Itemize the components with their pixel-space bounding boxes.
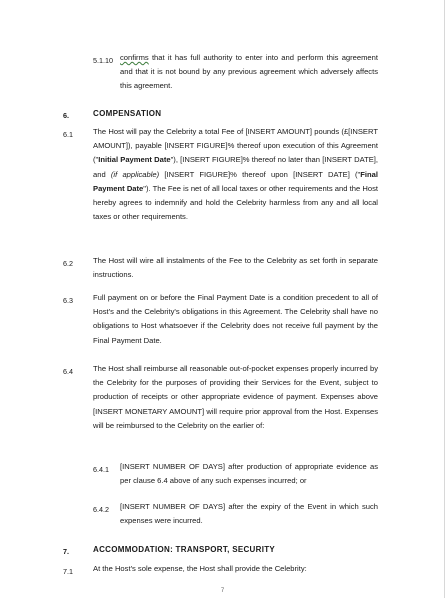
spellcheck-word: confirms bbox=[120, 53, 149, 62]
clause-text: The Host will wire all instalments of the Fee to the Celebrity as set forth in separate instructions. bbox=[93, 256, 378, 280]
defined-term: Final Payment Date bbox=[93, 169, 378, 193]
section-heading: ACCOMMODATION: TRANSPORT, SECURITY bbox=[93, 545, 276, 554]
clause-number: 5.1.10 bbox=[93, 56, 113, 65]
text-run: [INSERT FIGURE]% thereof upon [INSERT DATE] (" bbox=[159, 169, 361, 179]
defined-term: Initial Payment Date bbox=[98, 155, 171, 165]
clause-number: 7.1 bbox=[63, 567, 73, 576]
clause-number: 6.1 bbox=[63, 130, 73, 139]
clause-text: Full payment on or before the Final Payment Date is a condition precedent to all of Host's and the Celebrity's obligations in this Agreement. The Celebrity shall have no obligations to Host whatsoever if the Celebrity does not receive full payment by the Final Payment Date. bbox=[93, 293, 378, 345]
section-number: 6. bbox=[63, 111, 69, 120]
clause-text: [INSERT NUMBER OF DAYS] after the expiry of the Event in which such expenses were incurred. bbox=[120, 502, 378, 526]
section-heading: COMPENSATION bbox=[93, 109, 162, 118]
text-run: "). The Fee is net of all local taxes or other requirements and the Host hereby agrees to indemnify and hold the Celebrity harmless from any and all local taxes or other requirements. bbox=[93, 183, 378, 222]
italic-text: (if applicable) bbox=[110, 169, 160, 179]
section-number: 7. bbox=[63, 547, 69, 556]
clause-text: The Host shall reimburse all reasonable out-of-pocket expenses properly incurred by the Celebrity for the purposes of providing their Services for the Event, subject to production of receipts or other appropriate evidence of payment. Expenses above [INSERT MONETARY AMOUNT] will require prior approval from the Host. Expenses will be reimbursed to the Celebrity on the earlier of: bbox=[93, 364, 378, 430]
clause-text bbox=[120, 51, 378, 94]
clause-number: 6.4.1 bbox=[93, 465, 109, 474]
clause-text: At the Host's sole expense, the Host shall provide the Celebrity: bbox=[93, 564, 307, 573]
text-run: "), [INSERT FIGURE]% thereof no later than [INSERT DATE], and bbox=[93, 155, 378, 179]
page-number: 7 bbox=[220, 588, 225, 594]
text-run: The Host will pay the Celebrity a total Fee of [INSERT AMOUNT] pounds (£[INSERT AMOUNT]), payable [INSERT FIGURE]% thereof upon execution of this Agreement (" bbox=[93, 127, 378, 165]
clause-text: [INSERT NUMBER OF DAYS] after production of appropriate evidence as per clause 6.4 above of any such expenses incurred; or bbox=[120, 462, 378, 486]
clause-number: 6.4.2 bbox=[93, 505, 109, 514]
clause-text bbox=[93, 125, 378, 224]
clause-number: 6.2 bbox=[63, 259, 73, 268]
clause-text-rest: that it has full authority to enter into and perform this agreement and that it is not bound by any previous agreement which adversely affects this agreement. bbox=[120, 53, 378, 91]
clause-number: 6.4 bbox=[63, 367, 73, 376]
clause-number: 6.3 bbox=[63, 296, 73, 305]
